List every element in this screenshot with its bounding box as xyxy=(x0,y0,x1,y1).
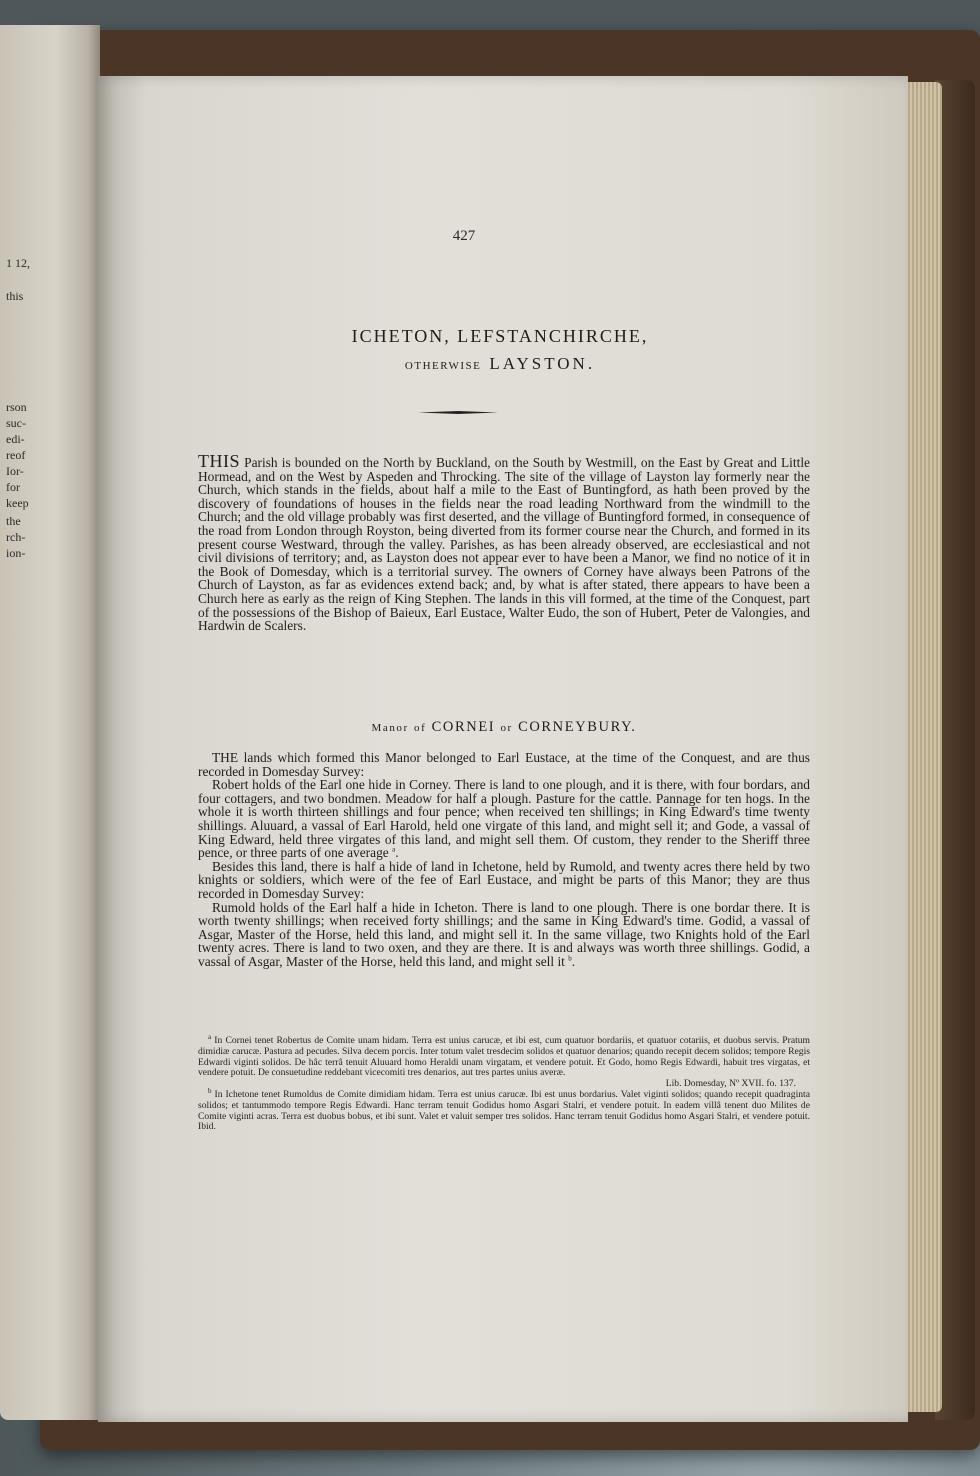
footnote-a xyxy=(198,1032,810,1079)
manor-paragraph-text: Robert holds of the Earl one hide in Corney. There is land to one plough, and it is there, with four bordars, and four cottagers, and two bondmen. Meadow for half a plough. Pasture for the cattle. Pannage for ten hogs. In the whole it is worth thirteen shillings and four pence; when received ten shillings; in King Edward's time twenty shillings. Aluuard, a vassal of Earl Harold, held one virgate of this land, and might sell it; and Gode, a vassal of King Edward, held three virgates of this land, and might sell them. Of custom, they render to the Sheriff three pence, or three parts of one average xyxy=(198,777,810,861)
left-fragment: for xyxy=(6,480,20,494)
subtitle-main: LAYSTON. xyxy=(489,354,596,373)
manor-paragraph: Robert holds of the Earl one hide in Corney. There is land to one plough, and it is there, with four bordars, and four cottagers, and two bondmen. Meadow for half a plough. Pasture for the cattle. Pannage for ten hogs. In the whole it is worth thirteen shillings and four pence; when received ten shillings; in King Edward's time twenty shillings. Aluuard, a vassal of Earl Harold, held one virgate of this land, and might sell it; and Gode, a vassal of King Edward, held three virgates of this land, and might sell them. Of custom, they render to the Sheriff three pence, or three parts of one average $^a$. xyxy=(198,777,810,861)
left-page xyxy=(0,25,100,1420)
left-fragment: edi- xyxy=(6,432,25,446)
left-fragment: the xyxy=(6,514,21,528)
intro-paragraph xyxy=(198,451,810,634)
page-title: ICHETON, LEFSTANCHIRCHE, xyxy=(351,326,649,346)
footnote-b xyxy=(198,1086,810,1133)
manor-paragraph-text: Rumold holds of the Earl half a hide in Icheton. There is land to one plough. There is one bordar there. It is worth twenty shillings; when received forty shillings; and the same in King Edward's time. Godid, a vassal of Asgar, Master of the Horse, held this land, and might sell it. In the same village, two Knights hold of the Earl twenty acres. There is land to two oxen, and they are there. It is and always was worth three shillings. Godid, a vassal of Asgar, Master of the Horse, held this land, and might sell it xyxy=(198,899,810,969)
heading-or: or xyxy=(500,722,513,734)
footnote-b-text: In Ichetone tenet Rumoldus de Comite dimidiam hidam. Terra est unius carucæ. Ibi est unus bordarius. Valet viginti solidos; quando recepit quadraginta solidos; et tantummodo tempore Regis Edwardi. Hanc terram tenuit Godidus homo Asgari Stalri, et vendere potuit. In eadem villâ tenent duo Milites de Comite viginti acras. Terra est duobus bobus, et ibi sunt. Valet et valuit semper tres solidos. Hanc terram tenuit Godidus homo Asgari Stalri, et vendere potuit. Ibid. xyxy=(198,1088,810,1133)
heading-cornei: CORNEI xyxy=(431,719,496,735)
section-heading xyxy=(198,719,810,736)
left-fragment: ion- xyxy=(6,546,26,560)
ornament-rule-icon xyxy=(418,410,498,415)
footnote-mark: b xyxy=(568,954,572,963)
left-fragment: rson xyxy=(6,400,27,414)
subtitle-prefix: OTHERWISE xyxy=(404,360,482,372)
manor-paragraph: Rumold holds of the Earl half a hide in Icheton. There is land to one plough. There is one bordar there. It is worth twenty shillings; when received forty shillings; and the same in King Edward's time. Godid, a vassal of Asgar, Master of the Horse, held this land, and might sell it. In the same village, two Knights hold of the Earl twenty acres. There is land to two oxen, and they are there. It is and always was worth three shillings. Godid, a vassal of Asgar, Master of the Horse, held this land, and might sell it $^b$. xyxy=(198,899,810,969)
right-page xyxy=(98,76,908,1422)
manor-paragraph: THE lands which formed this Manor belonged to Earl Eustace, at the time of the Conquest, and are thus recorded in Domesday Survey: xyxy=(198,750,810,779)
heading-corneybury: CORNEYBURY. xyxy=(518,719,637,735)
footnotes xyxy=(198,1032,810,1133)
left-fragment: this xyxy=(6,289,24,303)
intro-text: Parish is bounded on the North by Buckland, on the South by Westmill, on the East by Great and Little Hormead, and on the West by Aspeden and Throcking. The site of the village of Layston lay formerly near the Church, which stands in the fields, about half a mile to the East of Buntingford, as hath been proved by the discovery of foundations of houses in the fields near the road leading Northward from the windmill to the Church; and the old village probably was first deserted, and the village of Buntingford formed, in consequence of the road from London through Royston, being diverted from its former course near the Church, and formed in its present course Westward, through the valley. Parishes, as has been already observed, are ecclesiastical and not civil divisions of territory; and, as Layston does not appear ever to have been a Manor, we find no notice of it in the Book of Domesday, which is a territorial survey. The owners of Corney have always been Patrons of the Church of Layston, as far as evidences extend back; and, by what is after stated, there appears to have been a Church here as early as the reign of King Stephen. The lands in this vill formed, at the time of the Conquest, part of the possessions of the Bishop of Baieux, Earl Eustace, Walter Eudo, the son of Hubert, Peter de Valongies, and Hardwin de Scalers. xyxy=(198,455,810,634)
left-fragment: reof xyxy=(6,448,26,462)
left-fragment: 1 12, xyxy=(6,256,30,270)
heading-of: of xyxy=(414,722,427,734)
footnote-reference: Lib. Domesday, Nº XVII. fo. 137. xyxy=(665,1078,796,1090)
left-fragment: suc- xyxy=(6,416,26,430)
intro-dropcap: THIS xyxy=(198,451,240,471)
manor-text xyxy=(198,751,810,969)
left-fragment: rch- xyxy=(6,530,26,544)
footnote-b-mark: b xyxy=(208,1086,212,1095)
footnote-mark: a xyxy=(392,845,396,854)
heading-manor: Manor xyxy=(371,722,409,734)
left-fragment: Ior- xyxy=(6,464,24,478)
footnote-a-text: In Cornei tenet Robertus de Comite unam hidam. Terra est unius carucæ, et ibi est, cum quatuor bordariis, et quatuor cotariis, et duobus servis. Pratum dimidiæ carucæ. Pastura ad pecudes. Silva decem porcis. Inter totum valet tresdecim solidos et quatuor denarios; quando recepit decem solidos; tempore Regis Edwardi viginti solidos. De hâc terrâ tenuit Aluuard homo Heraldi unam virgatam, et vendere potuit. Et Godo, homo Regis Edwardi, habuit tres virgatas, et vendere potuit. De consuetudine reddebant vicecomiti tres denarios, aut tres partes unius averæ. xyxy=(198,1035,810,1079)
footnote-a-mark: a xyxy=(208,1032,212,1041)
left-fragment: keep xyxy=(6,496,29,510)
manor-paragraph: Besides this land, there is half a hide of land in Ichetone, held by Rumold, and twenty acres there held by two knights or soldiers, which were of the fee of Earl Eustace, and might be parts of this Manor; they are thus recorded in Domesday Survey: xyxy=(198,858,810,901)
page-number: 427 xyxy=(452,228,476,244)
page-subtitle xyxy=(198,354,802,374)
